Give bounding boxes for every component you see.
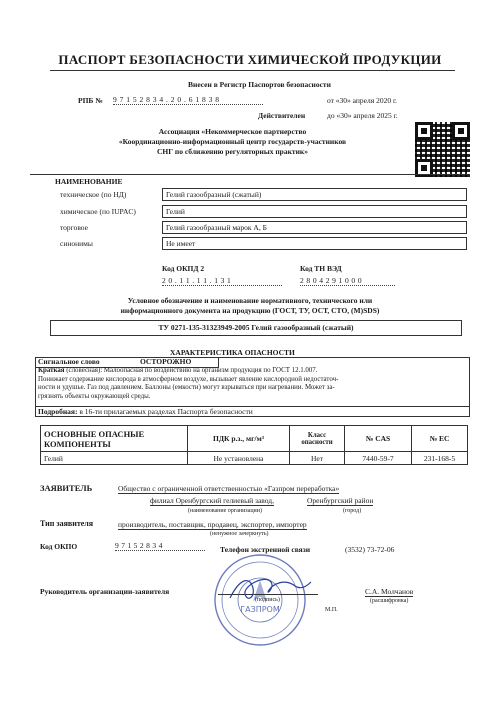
stamp-brand: ГАЗПРОМ [240,605,280,614]
registry-entered-text: Внесен в Регистр Паспортов безопасности [188,80,331,89]
hazard-brief-text-3: ности и удушье. Газ под давлением. Баллоны (емкости) могут взрываться при нагревании. Может за- [38,384,335,391]
hazard-brief-text-2: Понижает содержание кислорода в атмосферном воздухе, вызывает явление кислородной недостаточ- [38,375,339,383]
okpo-label: Код ОКПО [40,542,78,551]
applicant-type-value: производитель, поставщик, продавец, экспортер, импортер [118,520,307,529]
hazard-brief-text-4: грязнять объекты окружающей среды. [38,392,151,400]
normative-caption [40,296,460,316]
phone-label: Телефон экстренной связи [220,545,311,554]
header-cas: № CAS [345,426,412,452]
mp-label: М.П. [325,607,338,613]
tnved-value: 2 8 0 4 2 9 1 0 0 0 [300,276,395,286]
hazard-brief [38,367,466,401]
city-caption: (город) [343,508,362,514]
registry-from-date: от «30» апреля 2020 г. [327,96,398,105]
header-ec: № ЕС [412,426,468,452]
hazard-brief-text-1: (словесная): Малоопасная по воздействию на организм продукция по ГОСТ 12.1.007. [66,367,318,374]
header-components: ОСНОВНЫЕ ОПАСНЫЕ КОМПОНЕНТЫ [41,426,188,452]
registry-valid-date: до «30» апреля 2025 г. [327,111,398,120]
title-underline [50,70,455,71]
applicant-org-line-1: Общество с ограниченной ответственностью «Газпром переработка» [118,484,340,493]
normative-line-2: информационного документа на продукцию (ГОСТ, ТУ, ОСТ, СТО, (М)SDS) [120,306,380,315]
header-pdk: ПДК р.з., мг/м³ [188,426,290,452]
section-divider [30,174,470,175]
naming-label-synonyms: синонимы [60,239,93,248]
applicant-org-line-2: филиал Оренбургский гелиевый завод, [150,496,274,505]
association-line-3: СНГ по сближению регуляторных практик» [157,147,308,156]
naming-label-trade: торговое [60,223,88,232]
valid-label: Действителен [258,111,306,120]
signature-caption: (подпись) [255,597,280,603]
components-header-row [41,426,468,452]
qr-code-icon [415,122,470,177]
okpd-value: 2 0 . 1 1 . 1 1 . 1 3 1 [162,276,282,286]
normative-document-value: ТУ 0271-135-31323949-2005 Гелий газообразный (сжатый) [50,320,462,336]
naming-value-technical: Гелий газообразный (сжатый) [162,188,467,201]
org-caption: (наименование организации) [188,508,262,514]
phone-value: (3532) 73-72-06 [345,545,395,554]
naming-value-trade: Гелий газообразный марок А, Б [162,221,467,234]
naming-value-chemical: Гелий [162,205,467,218]
table-row [41,452,468,465]
naming-value-synonyms: Не имеет [162,237,467,250]
cell-class: Нет [290,452,345,465]
naming-label-chemical: химическое (по IUPAC) [60,207,136,216]
signal-word-value: ОСТОРОЖНО [140,357,192,366]
hazard-details-label: Подробная: [38,407,78,416]
cell-pdk: Не установлена [188,452,290,465]
hazard-heading: ХАРАКТЕРИСТИКА ОПАСНОСТИ [170,348,295,357]
rpb-label: РПБ № [78,96,103,105]
association-line-2: «Координационно-информационный центр государств-участников [118,137,347,146]
head-name: С.А. Молчанов [365,587,414,596]
tnved-label: Код ТН ВЭД [300,264,342,273]
components-table [40,425,468,465]
signal-word-label: Сигнальное слово [38,357,100,366]
applicant-label: ЗАЯВИТЕЛЬ [40,483,93,493]
okpo-value: 9 7 1 5 2 8 3 4 [115,541,205,551]
okpd-label: Код ОКПД 2 [162,264,205,273]
document-title: ПАСПОРТ БЕЗОПАСНОСТИ ХИМИЧЕСКОЙ ПРОДУКЦИИ [58,52,442,67]
cell-component-name: Гелий [41,452,188,465]
hazard-brief-label: Краткая [38,367,65,374]
head-label: Руководитель организации-заявителя [40,587,170,596]
cell-ec: 231-168-5 [412,452,468,465]
header-class: Класс опасности [290,426,345,452]
association-block [60,127,405,157]
naming-label-technical: техническое (по НД) [60,190,127,199]
hazard-details [38,407,253,416]
applicant-city: Оренбургский район [307,496,374,505]
hazard-details-text: в 16-ти прилагаемых разделах Паспорта безопасности [79,407,253,416]
rpb-number: 9 7 1 5 2 8 3 4 . 2 0 . 6 1 8 3 8 [113,95,263,105]
normative-line-1: Условное обозначение и наименование нормативного, технического или [127,296,373,305]
type-caption: (ненужное зачеркнуть) [210,531,269,537]
naming-heading: НАИМЕНОВАНИЕ [55,177,123,186]
association-line-1: Ассоциация «Некоммерческое партнерство [158,127,307,136]
cell-cas: 7440-59-7 [345,452,412,465]
name-caption: (расшифровка) [370,598,409,604]
applicant-type-label: Тип заявителя [40,519,94,528]
